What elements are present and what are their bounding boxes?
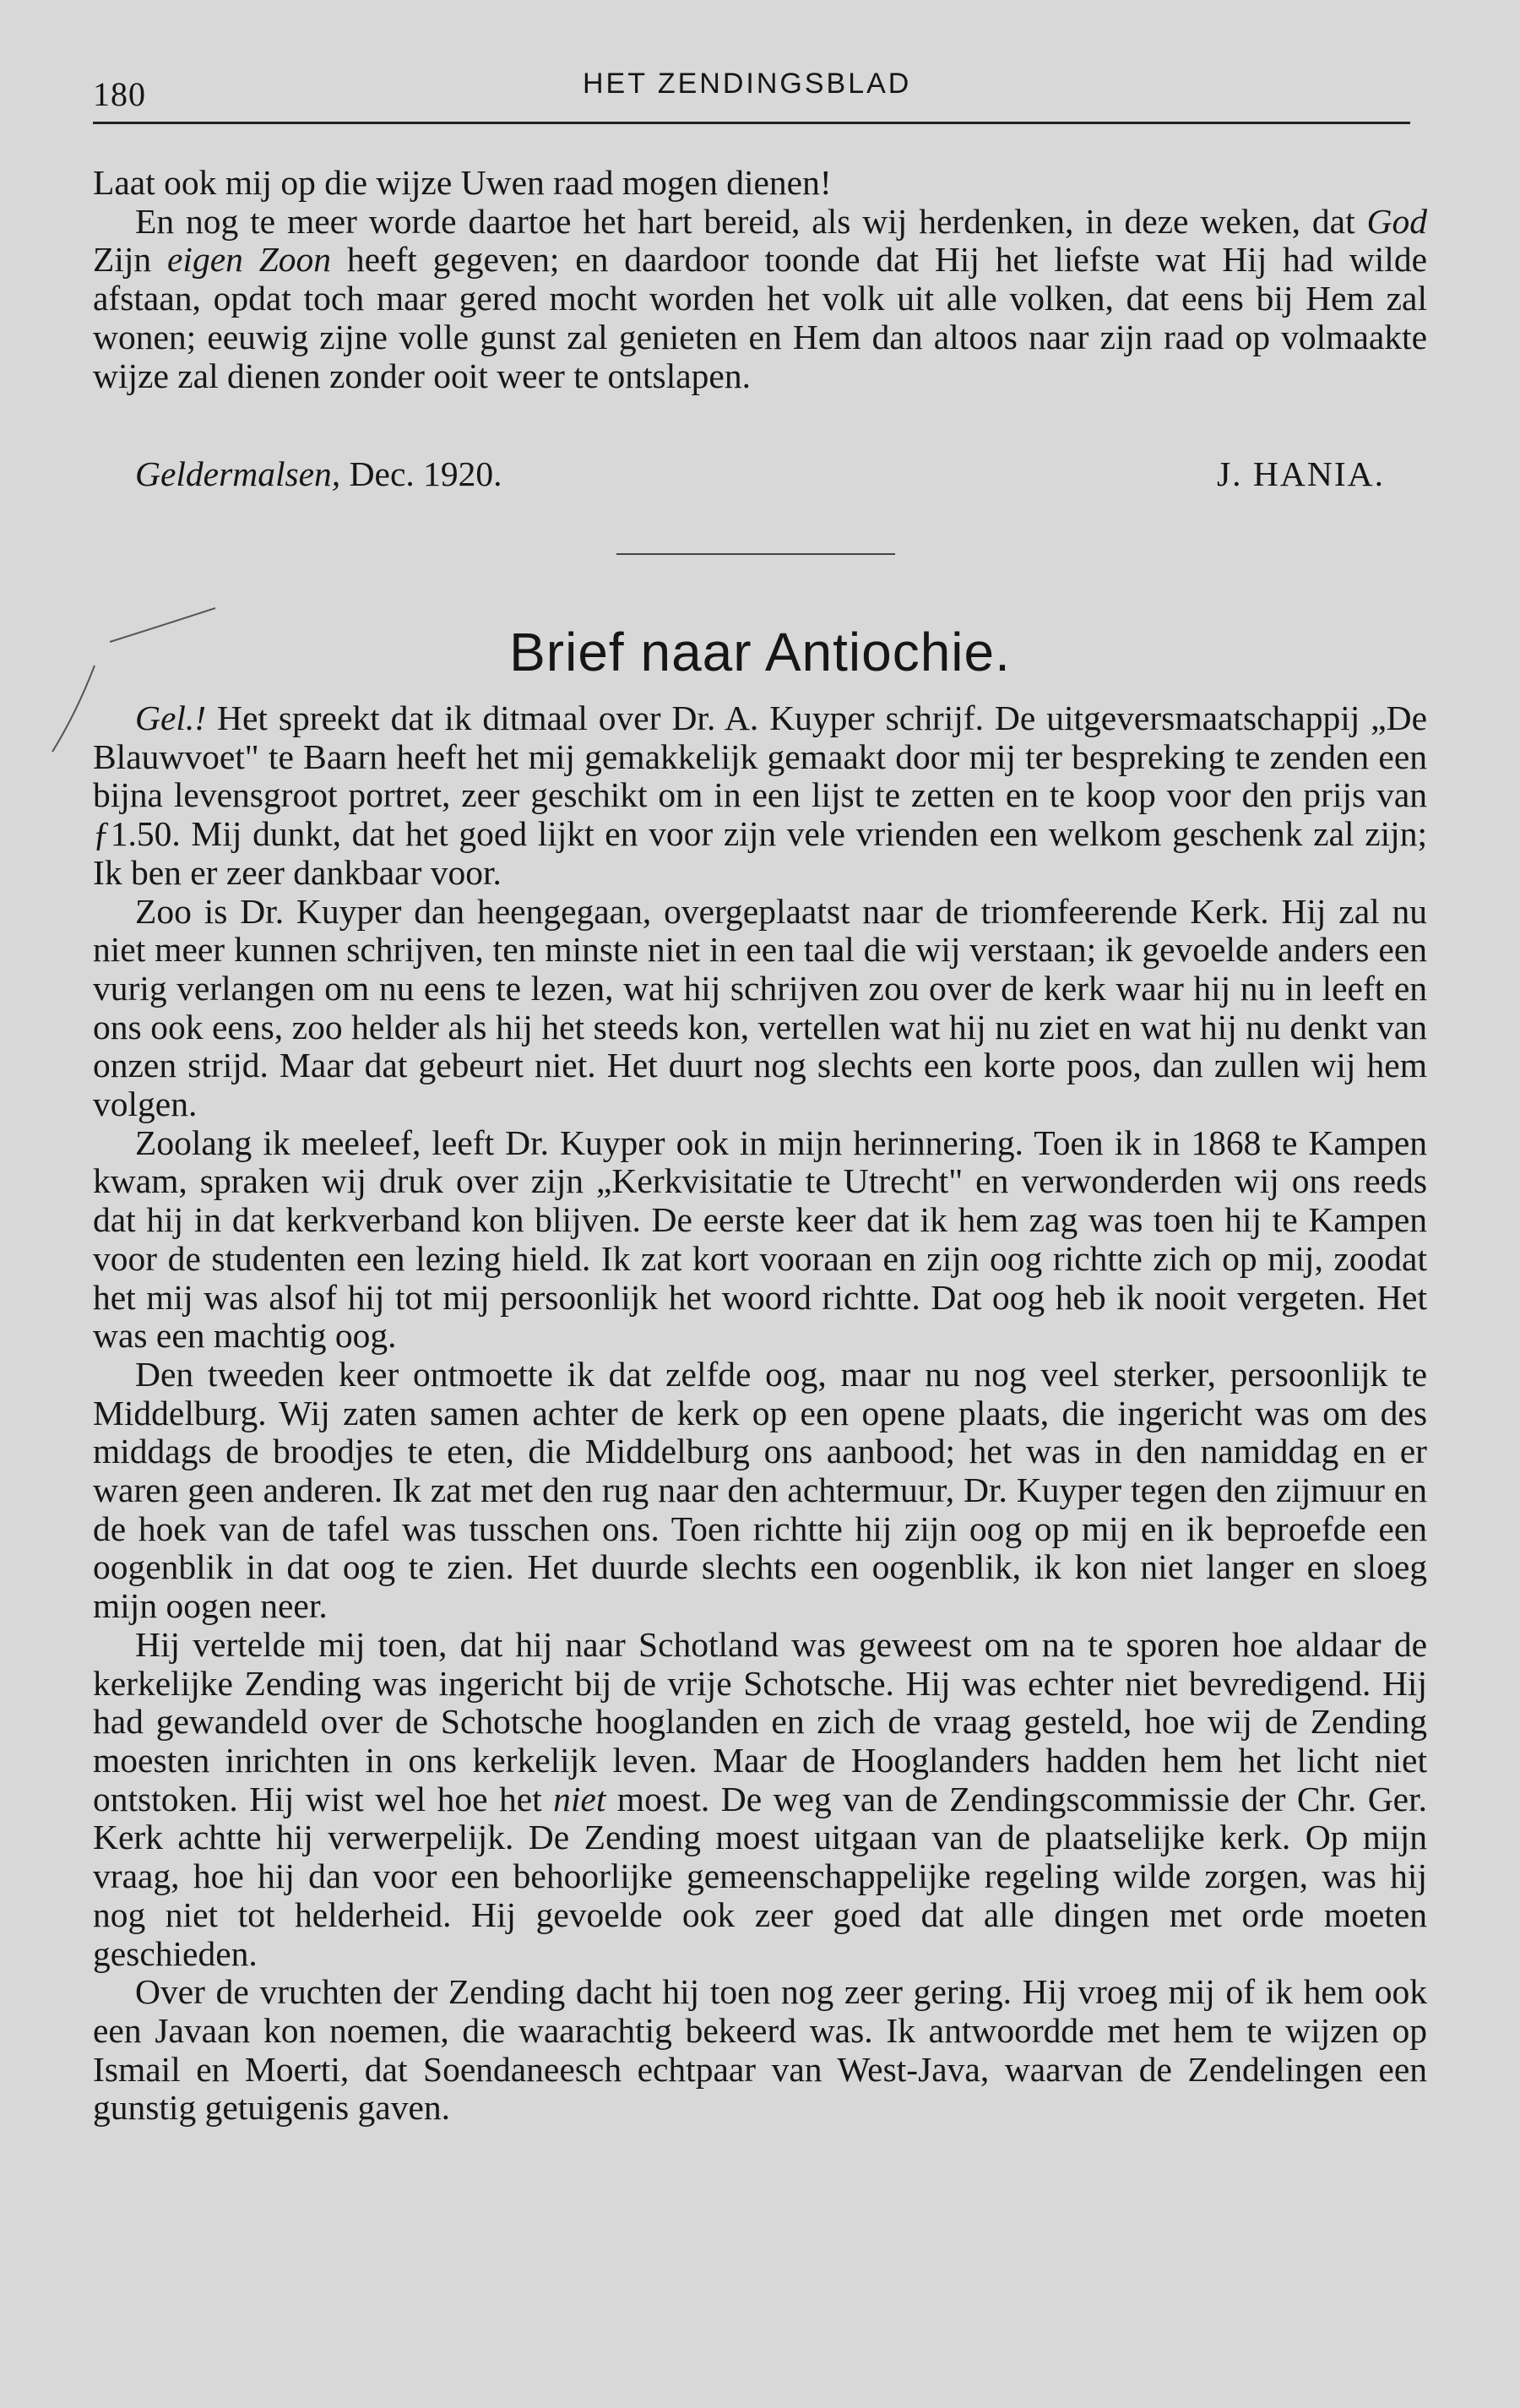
text-run: En nog te meer worde daartoe het hart bereid, als wij herdenken, in deze weken, dat bbox=[135, 201, 1367, 241]
article-title: Brief naar Antiochie. bbox=[509, 622, 1011, 682]
article-body bbox=[93, 699, 1427, 2128]
intro-text bbox=[93, 164, 1427, 395]
section-separator bbox=[616, 553, 895, 555]
italic-text: eigen Zoon bbox=[167, 240, 332, 280]
article-paragraph: Den tweeden keer ontmoette ik dat zelfde oog, maar nu nog veel sterker, persoonlijk te Middelburg. Wij zaten samen achter de kerk op een opene plaats, die ingericht was om des middags de broodjes te eten, die Middelburg ons aanbood; het was in den namiddag en er waren geen anderen. Ik zat met den rug naar den achtermuur, Dr. Kuyper tegen den zijmuur en de hoek van de tafel was tusschen ons. Toen richtte hij zijn oog op mij en ik beproefde een oogenblik in dat oog te zien. Het duurde slechts een oogenblik, ik kon niet langer en sloeg mijn oogen neer. bbox=[93, 1354, 1427, 1626]
signature-line bbox=[135, 454, 1385, 493]
article-paragraph bbox=[93, 1626, 1427, 1973]
italic-text: niet bbox=[553, 1779, 606, 1818]
text-run: Het spreekt dat ik ditmaal over Dr. A. Kuyper schrijf. De uitgeversmaatschappij „De Blauwvoet" te Baarn heeft het mij gemakkelijk gemaakt door mij ter bespreking te zenden een bijna levensgroot portret, zeer geschikt om in een lijst te zetten en te koop voor den prijs van ƒ1.50. Mij dunkt, dat het goed lijkt en voor zijn vele vrienden een welkom geschenk zal zijn; Ik ben er zeer dankbaar voor. bbox=[93, 698, 1427, 892]
page-number: 180 bbox=[93, 75, 146, 113]
intro-line: Laat ook mij op die wijze Uwen raad mogen dienen! bbox=[93, 163, 832, 202]
text-run: moest. De weg van de Zendingscommissie der Chr. Ger. Kerk achtte hij verwerpelijk. De Zending moest uitgaan van de plaatselijke kerk. Op mijn vraag, hoe hij dan voor een behoorlijke gemeenschappelijke regeling wilde zorgen, was hij nog niet tot helderheid. Hij gevoelde ook zeer goed dat alle dingen met orde moeten geschieden. bbox=[93, 1779, 1427, 1973]
signature-date: Dec. 1920. bbox=[340, 454, 502, 493]
article-paragraph: Zoolang ik meeleef, leeft Dr. Kuyper ook in mijn herinnering. Toen ik in 1868 te Kampen kwam, spraken wij druk over zijn „Kerkvisitatie te Utrecht" en verwonderden wij ons reeds dat hij in dat kerkverband kon blijven. De eerste keer dat ik hem zag was toen hij te Kampen voor de studenten een lezing hield. Ik zat kort vooraan en zijn oog richtte zich op mij, zoodat het mij was alsof hij tot mij persoonlijk het woord richtte. Dat oog heb ik nooit vergeten. Het was een machtig oog. bbox=[93, 1122, 1427, 1356]
article-paragraph: Over de vruchten der Zending dacht hij toen nog zeer gering. Hij vroeg mij of ik hem ook een Javaan kon noemen, die waarachtig bekeerd was. Ik antwoordde met hem te wijzen op Ismail en Moerti, dat Soendaneesch echtpaar van West-Java, waarvan de Zendelingen een gunstig getuigenis gaven. bbox=[93, 1972, 1427, 2128]
salutation: Gel.! bbox=[135, 698, 207, 737]
italic-text: God bbox=[1366, 201, 1427, 241]
signature-author: J. HANIA. bbox=[1217, 454, 1385, 493]
intro-paragraph bbox=[93, 203, 1427, 396]
text-run: Hij vertelde mij toen, dat hij naar Schotland was geweest om na te sporen hoe aldaar de kerkelijke Zending was ingericht bij de vrije Schotsche. Hij was echter niet bevredigend. Hij had gewandeld over de Schotsche hooglanden en zich de vraag gesteld, hoe wij de Zending moesten inrichten in ons kerkelijk leven. Maar de Hooglanders hadden hem het licht niet ontstoken. Hij wist wel hoe het bbox=[93, 1624, 1427, 1818]
article-paragraph: Zoo is Dr. Kuyper dan heengegaan, overgeplaatst naar de triomfeerende Kerk. Hij zal nu niet meer kunnen schrijven, ten minste niet in een taal die wij verstaan; ik gevoelde anders een vurig verlangen om nu eens te lezen, wat hij schrijven zou over de kerk waar hij nu in leeft en ons ook eens, zoo helder als hij het steeds kon, vertellen wat hij nu ziet en wat hij nu denkt van onzen strijd. Maar dat gebeurt niet. Het duurt nog slechts een korte poos, dan zullen wij hem volgen. bbox=[93, 891, 1427, 1124]
text-run: Zijn bbox=[93, 240, 167, 280]
running-title: HET ZENDINGSBLAD bbox=[583, 68, 912, 100]
page-header bbox=[93, 66, 1410, 117]
signature-place: Geldermalsen, bbox=[135, 454, 341, 493]
article-paragraph bbox=[93, 699, 1427, 893]
text-run: heeft gegeven; en daardoor toonde dat Hij het liefste wat Hij had wilde afstaan, opdat toch maar gered mocht worden het volk uit alle volken, dat eens bij Hem zal wonen; eeuwig zijne volle gunst zal genieten en Hem dan altoos naar zijn raad op volmaakte wijze zal dienen zonder ooit weer te ontslapen. bbox=[93, 240, 1427, 395]
header-rule bbox=[93, 122, 1410, 124]
